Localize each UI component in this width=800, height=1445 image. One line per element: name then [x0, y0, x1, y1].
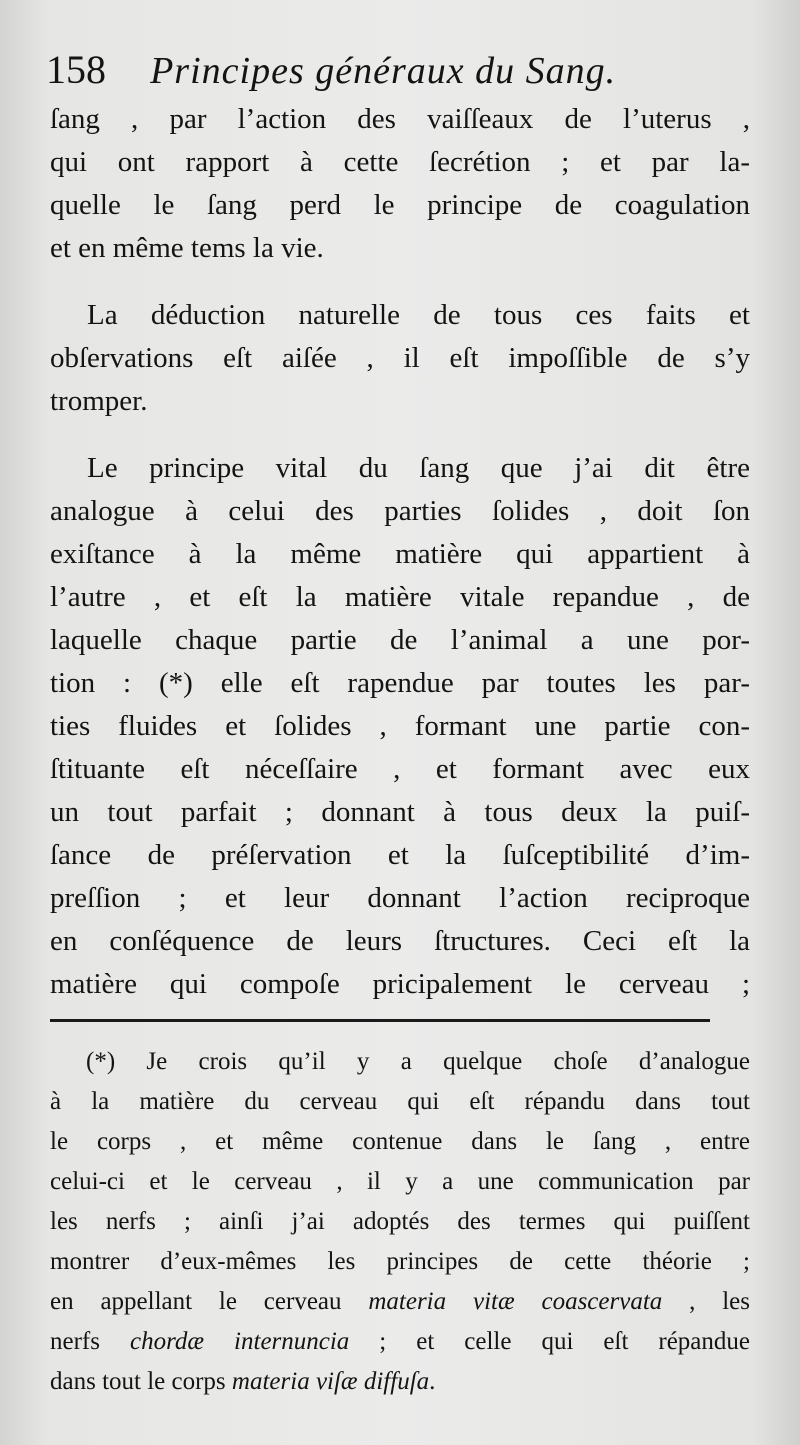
page-header — [46, 42, 766, 98]
footnote-latin-term: materia viſæ diffuſa — [231, 1368, 430, 1395]
text-line: ſance de préſervation et la ſuſceptibilité d’im- — [50, 839, 750, 871]
text-line: analogue à celui des parties ſolides , doit ſon — [50, 495, 750, 527]
text-line: obſervations eſt aiſée , il eſt impoſſible de s’y — [50, 342, 750, 374]
footnote-line: montrer d’eux-mêmes les principes de cette théorie ; — [50, 1248, 750, 1275]
text-line: ſtituante eſt néceſſaire , et formant avec eux — [50, 753, 750, 785]
footnote-text: en appellant le cerveau — [50, 1288, 369, 1315]
text-line: exiſtance à la même matière qui appartient à — [50, 538, 750, 570]
text-line: l’autre , et eſt la matière vitale repandue , de — [50, 581, 750, 613]
text-line: et en même tems la vie. — [50, 232, 324, 264]
footnote-line: (*) Je crois qu’il y a quelque choſe d’analogue — [86, 1048, 750, 1075]
text-line: Le principe vital du ſang que j’ai dit être — [87, 452, 750, 484]
footnote-line — [50, 1282, 750, 1322]
text-line: ties fluides et ſolides , formant une partie con- — [50, 710, 750, 742]
text-line: matière qui compoſe pricipalement le cerveau ; — [50, 968, 750, 1000]
text-line: ſang , par l’action des vaiſſeaux de l’uterus , — [50, 103, 750, 135]
text-line: preſſion ; et leur donnant l’action reciproque — [50, 882, 750, 914]
footnote — [50, 1042, 750, 1402]
text-line: laquelle chaque partie de l’animal a une por- — [50, 624, 750, 656]
footnote-divider — [50, 1019, 710, 1022]
text-line: quelle le ſang perd le principe de coagulation — [50, 189, 750, 221]
footnote-line — [50, 1362, 750, 1402]
footnote-line: le corps , et même contenue dans le ſang , entre — [50, 1128, 750, 1155]
footnote-line — [50, 1322, 750, 1362]
footnote-latin-term: chordæ internuncia — [129, 1328, 350, 1355]
footnote-text: . — [429, 1368, 436, 1395]
footnote-line: à la matière du cerveau qui eſt répandu dans tout — [50, 1088, 750, 1115]
page-number: 158 — [46, 47, 106, 92]
footnote-text: ; et celle qui eſt répandue — [349, 1328, 750, 1355]
text-line: tromper. — [50, 385, 148, 417]
footnote-text: dans tout le corps — [50, 1368, 232, 1395]
text-line: qui ont rapport à cette ſecrétion ; et par la- — [50, 146, 750, 178]
text-line: en conſéquence de leurs ſtructures. Ceci eſt la — [50, 925, 750, 957]
text-line: La déduction naturelle de tous ces faits et — [87, 299, 750, 331]
footnote-text: , les — [662, 1288, 750, 1315]
footnote-line: celui-ci et le cerveau , il y a une communication par — [50, 1168, 750, 1195]
footnote-latin-term: materia vitæ coascervata — [368, 1288, 663, 1315]
footnote-text: nerfs — [50, 1328, 130, 1355]
main-text — [50, 98, 750, 1006]
text-line: un tout parfait ; donnant à tous deux la puiſ- — [50, 796, 750, 828]
running-title: Principes généraux du Sang. — [150, 50, 617, 92]
text-line: tion : (*) elle eſt rapendue par toutes les par- — [50, 667, 750, 699]
footnote-line: les nerfs ; ainſi j’ai adoptés des termes qui puiſſent — [50, 1208, 750, 1235]
